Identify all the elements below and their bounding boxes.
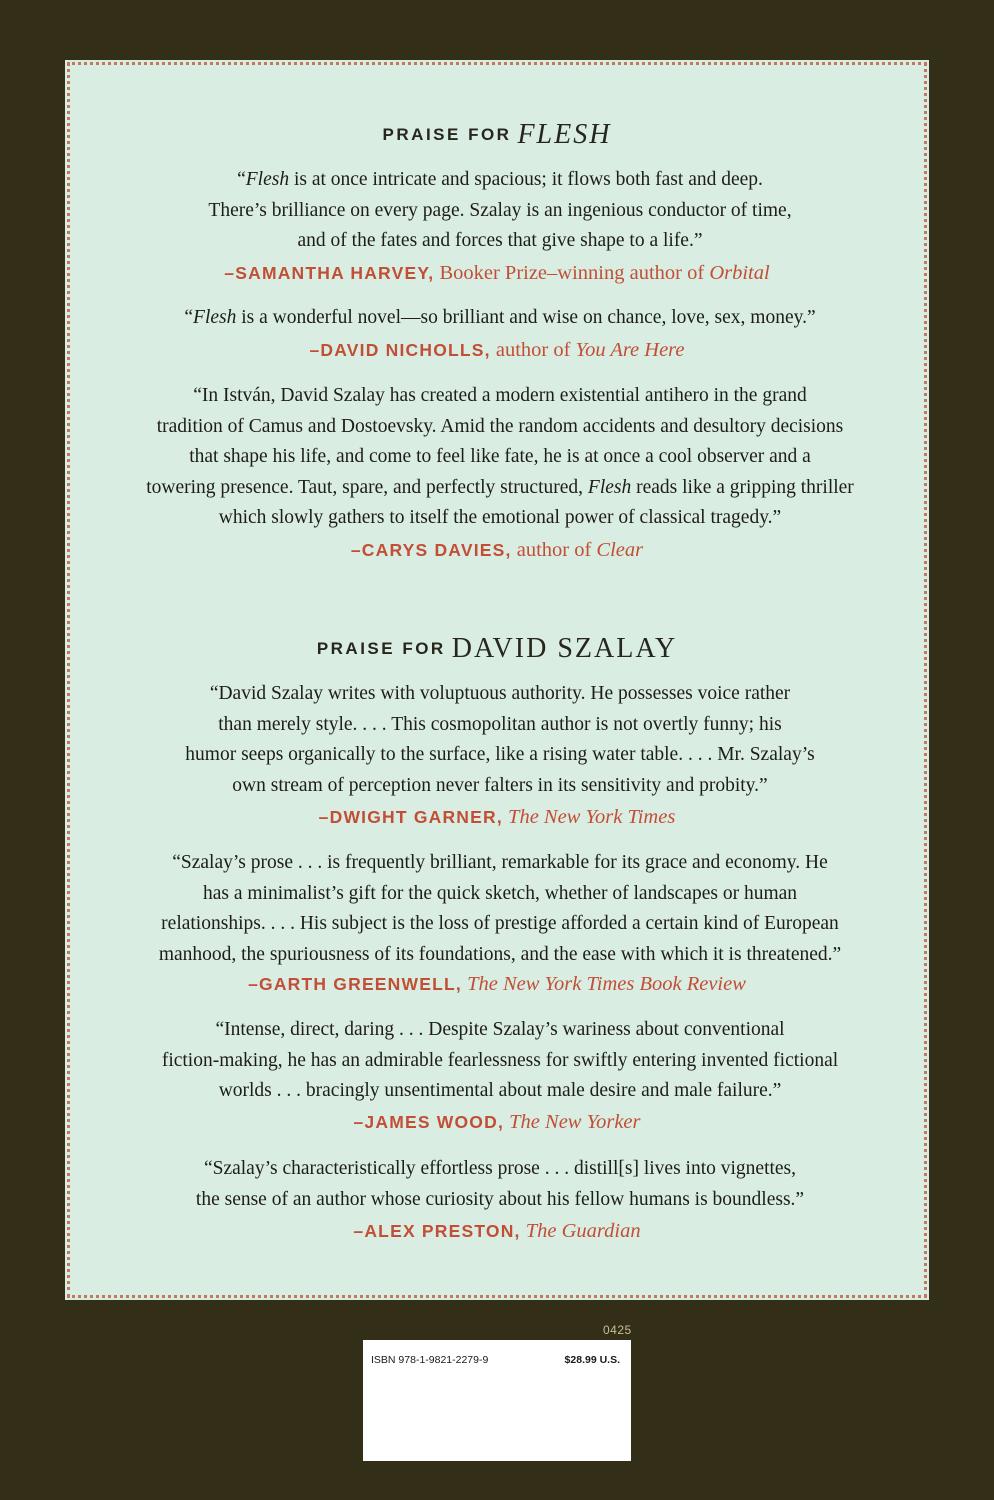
price: $28.99 U.S. <box>564 1354 620 1366</box>
quote-line: “David Szalay writes with voluptuous authority. He possesses voice rather <box>209 683 791 704</box>
quote-line: “Flesh is a wonderful novel—so brilliant and wise on chance, love, sex, money.” <box>184 307 816 328</box>
attribution <box>70 1107 924 1137</box>
reviewer-credit: author of <box>511 539 592 561</box>
quote-line: “Szalay’s characteristically effortless prose . . . distill[s] lives into vignettes, <box>203 1158 797 1179</box>
attribution <box>70 535 924 565</box>
section-heading-author <box>70 633 924 665</box>
quote-line: and of the fates and forces that give shape to a life.” <box>297 230 703 251</box>
quote <box>110 1015 890 1107</box>
reviewer-credit: Booker Prize–winning author of <box>434 262 705 284</box>
author-name: DAVID SZALAY <box>451 633 678 664</box>
reviewer-name: –GARTH GREENWELL, <box>248 974 462 994</box>
quote-line: own stream of perception never falters in its sensitivity and probity.” <box>232 774 768 796</box>
barcode-box <box>363 1340 631 1461</box>
quote-line: worlds . . . bracingly unsentimental about male desire and male failure.” <box>218 1080 782 1101</box>
reviewer-name: –JAMES WOOD, <box>353 1112 505 1132</box>
work-title: The New York Times Book Review <box>461 973 746 995</box>
work-title: The Guardian <box>520 1220 641 1242</box>
reviewer-name: –CARYS DAVIES, <box>350 540 512 560</box>
book-title: FLESH <box>517 119 612 150</box>
reviewer-name: –DAVID NICHOLLS, <box>309 340 491 360</box>
quote-line: There’s brilliance on every page. Szalay is an ingenious conductor of time, <box>208 199 792 221</box>
praise-panel <box>67 62 927 1298</box>
attribution <box>70 335 924 365</box>
price-code: 0425 <box>603 1323 632 1337</box>
work-title: Clear <box>591 539 644 561</box>
reviewer-credit: author of <box>490 339 571 361</box>
quote-line: “Intense, direct, daring . . . Despite Szalay’s wariness about conventional <box>215 1019 785 1040</box>
section-heading-flesh <box>70 119 924 151</box>
quote <box>110 848 890 970</box>
attribution <box>70 969 924 999</box>
quote <box>110 1154 890 1215</box>
work-title: Orbital <box>704 262 770 284</box>
work-title: The New Yorker <box>504 1111 641 1133</box>
quote-line: “Flesh is at once intricate and spacious; it flows both fast and deep. <box>237 169 763 190</box>
quote-line: manhood, the spuriousness of its foundations, and the ease with which it is threatened.” <box>158 943 842 965</box>
quote <box>110 381 890 534</box>
reviewer-name: –DWIGHT GARNER, <box>318 807 503 827</box>
quote-line: than merely style. . . . This cosmopolitan author is not overtly funny; his <box>218 713 782 735</box>
reviewer-name: –SAMANTHA HARVEY, <box>224 263 435 283</box>
work-title: The New York Times <box>502 806 676 828</box>
attribution <box>70 802 924 832</box>
quote-line: tradition of Camus and Dostoevsky. Amid the random accidents and desultory decisions <box>156 415 844 437</box>
quote <box>110 679 890 801</box>
work-title: You Are Here <box>570 339 685 361</box>
quote-line: the sense of an author whose curiosity about his fellow humans is boundless.” <box>195 1188 805 1210</box>
quote-line: that shape his life, and come to feel like fate, he is at once a cool observer and a <box>189 446 811 467</box>
attribution <box>70 258 924 288</box>
quote-line: humor seeps organically to the surface, like a rising water table. . . . Mr. Szalay’s <box>185 744 815 765</box>
isbn: ISBN 978-1-9821-2279-9 <box>371 1354 489 1366</box>
praise-label: PRAISE FOR <box>382 125 512 144</box>
quote-line: has a minimalist’s gift for the quick sketch, whether of landscapes or human <box>202 882 798 904</box>
quote-line: towering presence. Taut, spare, and perfectly structured, Flesh reads like a gripping thriller <box>146 476 854 498</box>
quote <box>110 165 890 257</box>
quote-line: “Szalay’s prose . . . is frequently brilliant, remarkable for its grace and economy. He <box>172 852 828 873</box>
quote <box>110 303 890 334</box>
quote-line: fiction-making, he has an admirable fearlessness for swiftly entering invented fictional <box>161 1049 839 1071</box>
quote-line: relationships. . . . His subject is the loss of prestige afforded a certain kind of European <box>161 913 839 934</box>
reviewer-name: –ALEX PRESTON, <box>353 1221 521 1241</box>
quote-line: “In István, David Szalay has created a modern existential antihero in the grand <box>193 385 807 406</box>
praise-label: PRAISE FOR <box>316 639 446 658</box>
attribution <box>70 1216 924 1246</box>
quote-line: which slowly gathers to itself the emotional power of classical tragedy.” <box>218 507 782 528</box>
